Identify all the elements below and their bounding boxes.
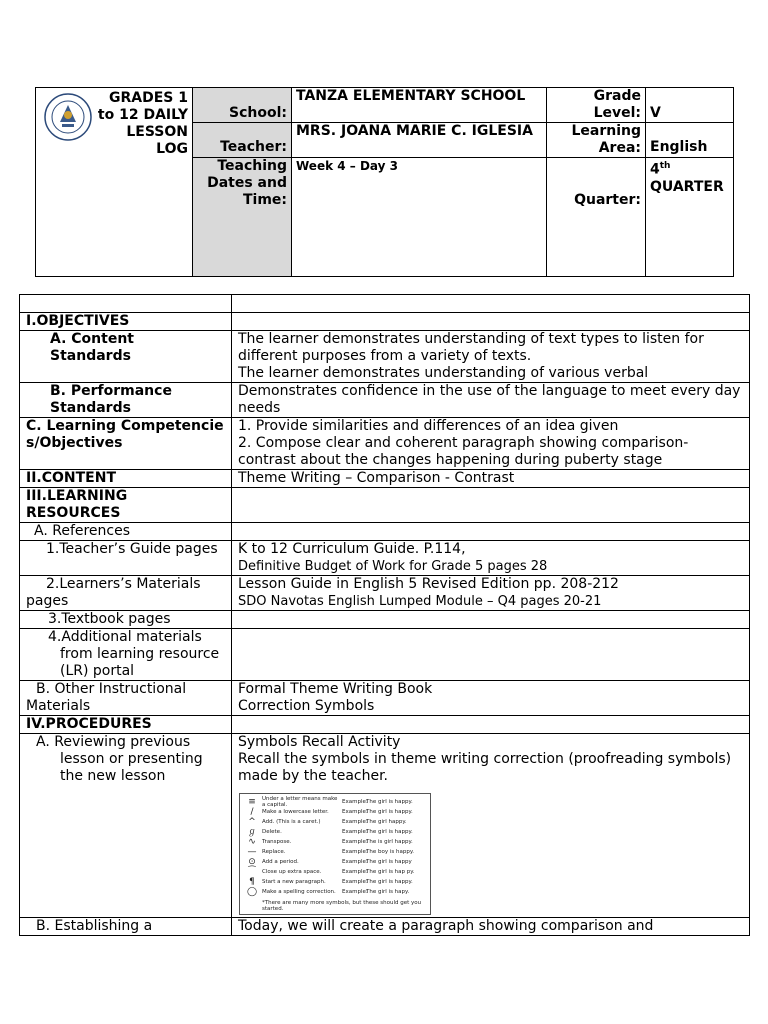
symbol-example-label: Example: — [342, 819, 368, 825]
other-materials-label: B. Other Instructional Materials — [20, 681, 232, 716]
symbol-example: The girl is hapy. — [366, 889, 410, 895]
symbol-example-label: Example: — [342, 809, 368, 815]
symbol-meaning: Close up extra space. — [262, 869, 322, 875]
deped-seal-icon — [43, 92, 93, 142]
correction-symbols-chart — [239, 793, 431, 915]
table-row — [20, 488, 750, 523]
content-standards-text-1: The learner demonstrates understanding of text types to listen for different purposes from a variety of texts. — [238, 331, 704, 364]
symbol-example: The girl is happy. — [366, 809, 413, 815]
period-icon: ⊙ — [248, 857, 256, 867]
competency-2: 2. Compose clear and coherent paragraph showing comparison-contrast about the changes happening during puberty stage — [238, 435, 689, 468]
table-row — [20, 611, 750, 629]
correction-symbols-list — [242, 797, 428, 897]
table-row — [20, 418, 750, 470]
school-label: School: — [193, 88, 292, 123]
correction-symbol-row — [242, 797, 428, 807]
transpose-icon: ∿ — [248, 837, 256, 847]
school-value: TANZA ELEMENTARY SCHOOL — [292, 88, 547, 123]
symbol-example-label: Example: — [342, 869, 368, 875]
symbol-meaning: Start a new paragraph. — [262, 879, 326, 885]
content-standards-label: A. Content Standards — [20, 331, 232, 383]
table-row — [20, 681, 750, 716]
lesson-log-title: GRADES 1 to 12 DAILY LESSON LOG — [97, 90, 188, 157]
lowercase-slash-icon: / — [250, 807, 254, 817]
grade-level-value: V — [646, 88, 734, 123]
symbol-meaning: Add. (This is a caret.) — [262, 819, 321, 825]
symbol-example-label: Example: — [342, 839, 368, 845]
symbol-example-label: Example: — [342, 859, 368, 865]
table-row — [20, 918, 750, 936]
table-row — [20, 313, 750, 331]
table-row — [20, 470, 750, 488]
symbol-example-label: Example: — [342, 849, 368, 855]
table-row — [20, 383, 750, 418]
content-standards-text-2: The learner demonstrates understanding of various verbal — [238, 365, 649, 381]
performance-standards-text: Demonstrates confidence in the use of the language to meet every day needs — [232, 383, 750, 418]
grade-level-label: Grade Level: — [547, 88, 646, 123]
content-heading: II.CONTENT — [20, 470, 232, 488]
learning-resources-heading: III.LEARNING RESOURCES — [20, 488, 232, 523]
establishing-purpose-label: B. Establishing a — [20, 918, 232, 936]
replace-line-icon: — — [247, 847, 257, 857]
symbol-meaning: Make a lowercase letter. — [262, 809, 329, 815]
objectives-heading: I.OBJECTIVES — [20, 313, 232, 331]
table-row — [20, 629, 750, 681]
teachers-guide-value-2: Definitive Budget of Work for Grade 5 pages 28 — [238, 559, 548, 574]
paragraph-icon: ¶ — [249, 877, 255, 887]
symbol-example: The boy is happy. — [366, 849, 415, 855]
header-table — [35, 87, 734, 277]
reviewing-lesson-label: A. Reviewing previous lesson or presenting the new lesson — [20, 734, 232, 918]
textbook-pages-label: 3.Textbook pages — [20, 611, 232, 629]
learners-materials-value-1: Lesson Guide in English 5 Revised Edition pp. 208-212 — [238, 576, 619, 592]
symbol-meaning: Delete. — [262, 829, 282, 835]
symbol-meaning: Replace. — [262, 849, 286, 855]
quarter-value: 4th QUARTER — [646, 158, 734, 277]
establishing-purpose-text: Today, we will create a paragraph showing comparison and — [232, 918, 750, 936]
lesson-table — [19, 294, 750, 936]
symbol-meaning: Transpose. — [262, 839, 292, 845]
table-row — [20, 541, 750, 576]
review-activity-title: Symbols Recall Activity — [238, 734, 401, 750]
symbol-meaning: Under a letter means make a capital. — [262, 796, 338, 808]
symbol-example: The girl is happy. — [366, 799, 413, 805]
correction-symbol-row — [242, 887, 428, 897]
correction-symbols-note: *There are many more symbols, but these should get you started. — [262, 900, 422, 912]
spelling-icon: ◯ — [246, 887, 258, 897]
teacher-value: MRS. JOANA MARIE C. IGLESIA — [292, 123, 547, 158]
symbol-meaning: Add a period. — [262, 859, 299, 865]
correction-symbol-row — [242, 857, 428, 867]
teachers-guide-label: 1.Teacher’s Guide pages — [20, 541, 232, 576]
capital-underline-icon: ≡ — [248, 797, 256, 807]
learners-materials-value-2: SDO Navotas English Lumped Module – Q4 pages 20-21 — [238, 594, 602, 609]
symbol-example: The girl is happy — [366, 859, 412, 865]
symbol-example: The girl is hap py. — [366, 869, 415, 875]
delete-icon: ℊ — [247, 827, 257, 837]
caret-icon: ^ — [248, 817, 256, 827]
procedures-heading: IV.PROCEDURES — [20, 716, 232, 734]
correction-symbol-row — [242, 877, 428, 887]
teaching-dates-value: Week 4 – Day 3 — [292, 158, 547, 277]
quarter-label: Quarter: — [547, 158, 646, 277]
correction-symbol-row — [242, 817, 428, 827]
table-row — [20, 734, 750, 918]
table-row — [20, 716, 750, 734]
competencies-label: C. Learning Competencies/Objectives — [20, 418, 232, 470]
symbol-example: The is girl happy. — [366, 839, 413, 845]
correction-symbol-row — [242, 867, 428, 877]
review-activity-text: Recall the symbols in theme writing correction (proofreading symbols) made by the teacher. — [238, 751, 732, 784]
header-title-cell — [36, 88, 193, 277]
symbol-example-label: Example: — [342, 889, 368, 895]
symbol-example-label: Example: — [342, 879, 368, 885]
symbol-example-label: Example: — [342, 829, 368, 835]
table-row — [20, 331, 750, 383]
table-row — [20, 576, 750, 611]
correction-symbol-row — [242, 847, 428, 857]
correction-symbol-row — [242, 837, 428, 847]
correction-symbol-row — [242, 807, 428, 817]
symbol-example: The girl is happy. — [366, 829, 413, 835]
close-space-icon: ⁀ — [248, 867, 256, 877]
symbol-example: The girl happy. — [366, 819, 407, 825]
other-materials-value-1: Formal Theme Writing Book — [238, 681, 433, 697]
table-row — [20, 295, 750, 313]
performance-standards-label: B. Performance Standards — [20, 383, 232, 418]
symbol-example-label: Example: — [342, 799, 368, 805]
teaching-dates-label: Teaching Dates and Time: — [193, 158, 292, 277]
learners-materials-label: 2.Learners’s Materials pages — [20, 576, 232, 611]
symbol-meaning: Make a spelling correction. — [262, 889, 336, 895]
symbol-example: The girl is happy. — [366, 879, 413, 885]
correction-symbol-row — [242, 827, 428, 837]
learning-area-value: English — [646, 123, 734, 158]
additional-materials-label: 4.Additional materials from learning resource (LR) portal — [20, 629, 232, 681]
competency-1: 1. Provide similarities and differences of an idea given — [238, 418, 619, 434]
teachers-guide-value-1: K to 12 Curriculum Guide. P.114, — [238, 541, 466, 557]
table-row — [20, 523, 750, 541]
content-value: Theme Writing – Comparison - Contrast — [232, 470, 750, 488]
other-materials-value-2: Correction Symbols — [238, 698, 375, 714]
references-label: A. References — [20, 523, 232, 541]
teacher-label: Teacher: — [193, 123, 292, 158]
learning-area-label: Learning Area: — [547, 123, 646, 158]
